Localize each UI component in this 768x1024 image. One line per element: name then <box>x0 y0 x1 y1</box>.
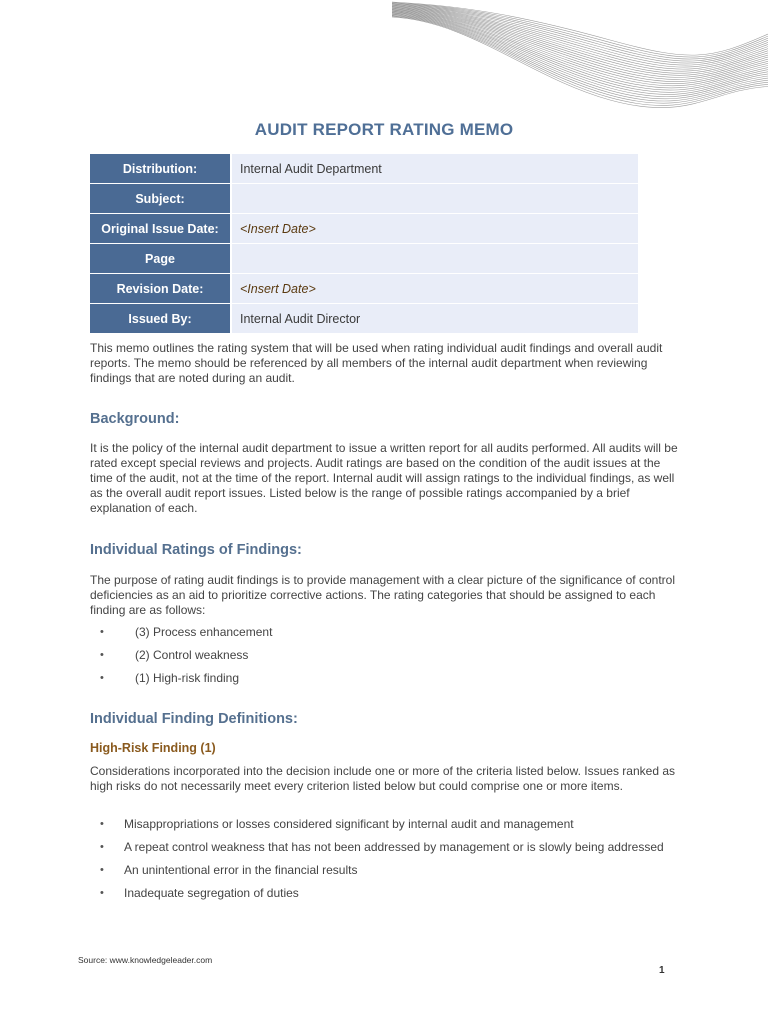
field-value: <Insert Date> <box>231 214 638 244</box>
field-label: Distribution: <box>90 154 231 184</box>
bullet-icon: • <box>100 672 104 684</box>
list-item: • Inadequate segregation of duties <box>100 886 299 900</box>
list-item: • An unintentional error in the financial results <box>100 863 358 877</box>
field-label: Issued By: <box>90 304 231 334</box>
list-item: • Misappropriations or losses considered significant by internal audit and management <box>100 817 574 831</box>
field-value: <Insert Date> <box>231 274 638 304</box>
intro-paragraph: This memo outlines the rating system that will be used when rating individual audit findings and overall audit reports. The memo should be referenced by all members of the internal audit department when reviewing findings that are noted during an audit. <box>90 341 663 385</box>
ratings-heading: Individual Ratings of Findings: <box>90 542 302 558</box>
table-row <box>90 184 638 214</box>
high-risk-subheading: High-Risk Finding (1) <box>90 741 216 755</box>
decorative-waves-graphic <box>380 0 768 112</box>
page-number: 1 <box>659 965 665 976</box>
field-label: Page <box>90 244 231 274</box>
bullet-icon: • <box>100 818 104 830</box>
wave-line <box>392 4 768 63</box>
ratings-list <box>90 625 678 694</box>
bullet-icon: • <box>100 841 104 853</box>
field-label: Subject: <box>90 184 231 214</box>
high-risk-criteria-list <box>90 817 678 909</box>
wave-line <box>392 3 768 57</box>
table-row <box>90 154 638 184</box>
memo-info-table <box>90 154 638 334</box>
bullet-icon: • <box>100 864 104 876</box>
field-value <box>231 244 638 274</box>
wave-line <box>392 10 768 83</box>
page-title: AUDIT REPORT RATING MEMO <box>254 120 514 139</box>
definitions-paragraph: Considerations incorporated into the decision include one or more of the criteria listed below. Issues ranked as high risks do not necessarily meet every criterion listed below but could comprise one or more items. <box>90 764 675 793</box>
wave-line <box>392 12 768 88</box>
field-value: Internal Audit Department <box>231 154 638 184</box>
field-value: Internal Audit Director <box>231 304 638 334</box>
ratings-paragraph: The purpose of rating audit findings is to provide management with a clear picture of the significance of control deficiencies as an aid to prioritize corrective actions. The rating categories that should be assigned to each finding are as follows: <box>90 573 675 617</box>
list-item: • (1) High-risk finding <box>100 671 240 685</box>
wave-line <box>392 4 768 61</box>
table-row <box>90 244 638 274</box>
list-item: • A repeat control weakness that has not been addressed by management or is slowly being addressed <box>100 840 664 854</box>
list-item: • (2) Control weakness <box>100 648 249 662</box>
table-row <box>90 214 638 244</box>
bullet-icon: • <box>100 887 104 899</box>
field-value <box>231 184 638 214</box>
bullet-icon: • <box>100 626 104 638</box>
background-paragraph: It is the policy of the internal audit department to issue a written report for all audits performed. All audits will be rated except special reviews and projects. Audit ratings are based on the condition of the audit issues at the time of the audit, not at the time of the report. Internal audit will assign ratings to the individual findings, as well as the overall audit report issues. Listed below is the range of possible ratings accompanied by a brief explanation of each. <box>90 441 678 515</box>
bullet-icon: • <box>100 649 104 661</box>
table-row <box>90 274 638 304</box>
definitions-heading: Individual Finding Definitions: <box>90 711 298 727</box>
footer-source: Source: www.knowledgeleader.com <box>78 955 213 965</box>
field-label: Original Issue Date: <box>90 214 231 244</box>
list-item: • (3) Process enhancement <box>100 625 273 639</box>
field-label: Revision Date: <box>90 274 231 304</box>
background-heading: Background: <box>90 411 180 427</box>
table-row <box>90 304 638 334</box>
